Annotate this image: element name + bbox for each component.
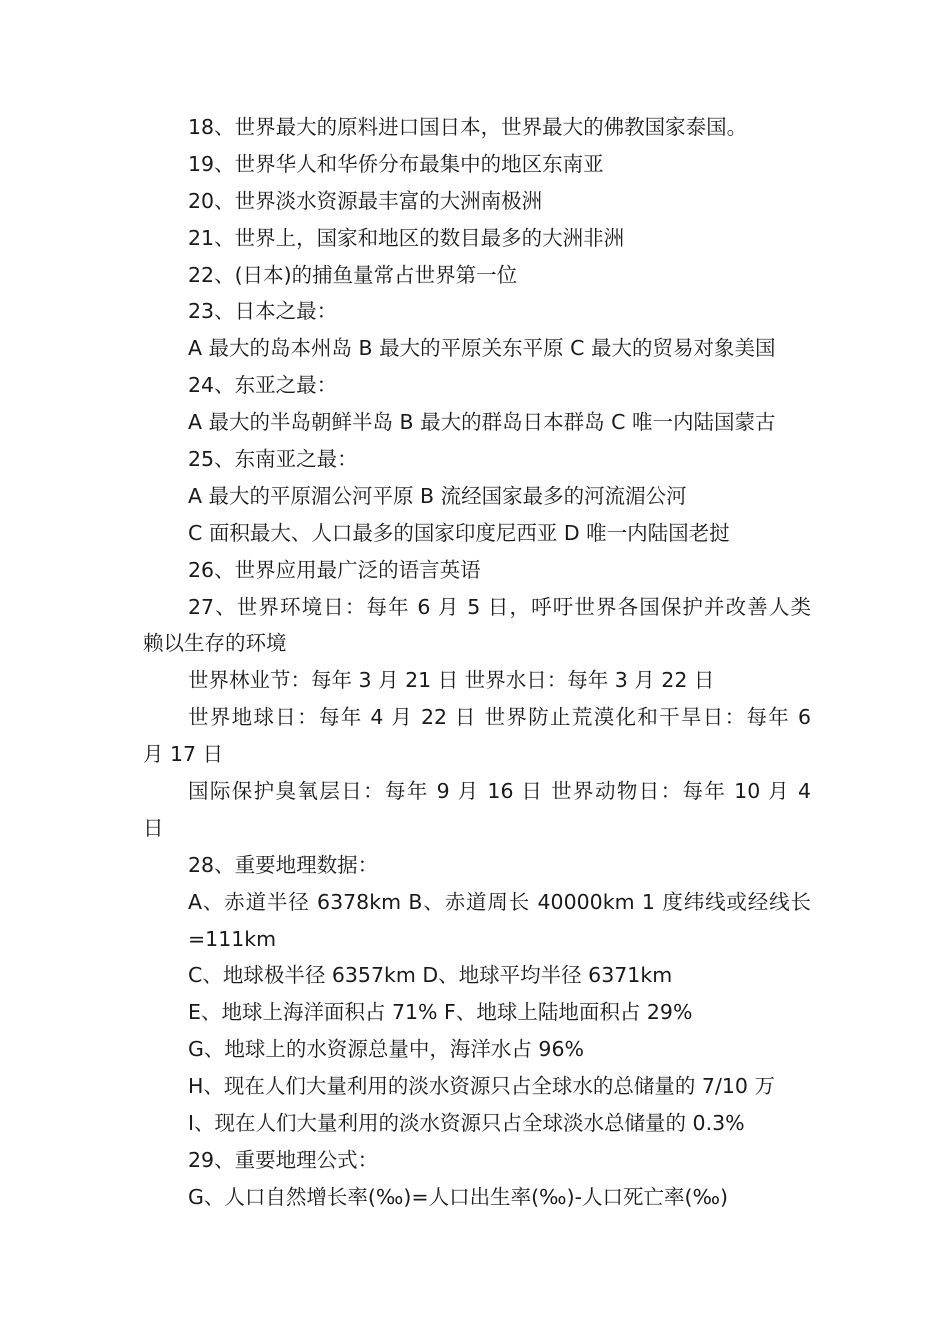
text-line: 26、世界应用最广泛的语言英语 bbox=[188, 557, 481, 582]
section-heading: 28、重要地理数据： bbox=[188, 852, 379, 877]
text-line: C 面积最大、人口最多的国家印度尼西亚 D 唯一内陆国老挝 bbox=[188, 520, 730, 545]
text-line-continuation: =111km bbox=[188, 926, 277, 951]
text-line: H、现在人们大量利用的淡水资源只占全球水的总储量的 7/10 万 bbox=[188, 1074, 775, 1099]
text-line: 国际保护臭氧层日：每年 9 月 16 日 世界动物日：每年 10 月 4 bbox=[188, 779, 811, 804]
document-body bbox=[143, 109, 811, 1216]
text-line: A 最大的平原湄公河平原 B 流经国家最多的河流湄公河 bbox=[188, 483, 687, 508]
text-line: G、人口自然增长率(‰)=人口出生率(‰)-人口死亡率(‰) bbox=[188, 1184, 728, 1209]
text-line-continuation: 日 bbox=[143, 815, 164, 840]
text-line: 18、世界最大的原料进口国日本，世界最大的佛教国家泰国。 bbox=[188, 115, 748, 139]
text-line: I、现在人们大量利用的淡水资源只占全球淡水总储量的 0.3% bbox=[188, 1111, 745, 1136]
text-line-continuation: 月 17 日 bbox=[143, 742, 224, 767]
text-line: G、地球上的水资源总量中，海洋水占 96% bbox=[188, 1037, 584, 1062]
text-line: 20、世界淡水资源最丰富的大洲南极洲 bbox=[188, 188, 543, 213]
text-line: E、地球上海洋面积占 71% F、地球上陆地面积占 29% bbox=[188, 1000, 693, 1025]
section-heading: 24、东亚之最： bbox=[188, 373, 338, 398]
text-line-continuation: 赖以生存的环境 bbox=[143, 631, 287, 656]
text-line: A 最大的岛本州岛 B 最大的平原关东平原 C 最大的贸易对象美国 bbox=[188, 336, 776, 361]
text-line: 22、(日本)的捕鱼量常占世界第一位 bbox=[188, 262, 518, 287]
text-line: A 最大的半岛朝鲜半岛 B 最大的群岛日本群岛 C 唯一内陆国蒙古 bbox=[188, 410, 776, 435]
text-line: 19、世界华人和华侨分布最集中的地区东南亚 bbox=[188, 151, 604, 176]
text-line: C、地球极半径 6357km D、地球平均半径 6371km bbox=[188, 963, 673, 988]
text-line: 世界地球日：每年 4 月 22 日 世界防止荒漠化和干旱日：每年 6 bbox=[188, 705, 811, 730]
text-line: 世界林业节：每年 3 月 21 日 世界水日：每年 3 月 22 日 bbox=[188, 668, 715, 693]
text-line: 21、世界上，国家和地区的数目最多的大洲非洲 bbox=[188, 225, 625, 250]
text-line: A、赤道半径 6378km B、赤道周长 40000km 1 度纬线或经线长 bbox=[188, 889, 811, 914]
section-heading: 29、重要地理公式： bbox=[188, 1147, 379, 1172]
section-heading: 25、东南亚之最： bbox=[188, 447, 358, 472]
section-heading: 23、日本之最： bbox=[188, 299, 338, 324]
text-line: 27、世界环境日：每年 6 月 5 日，呼吁世界各国保护并改善人类 bbox=[188, 594, 811, 619]
